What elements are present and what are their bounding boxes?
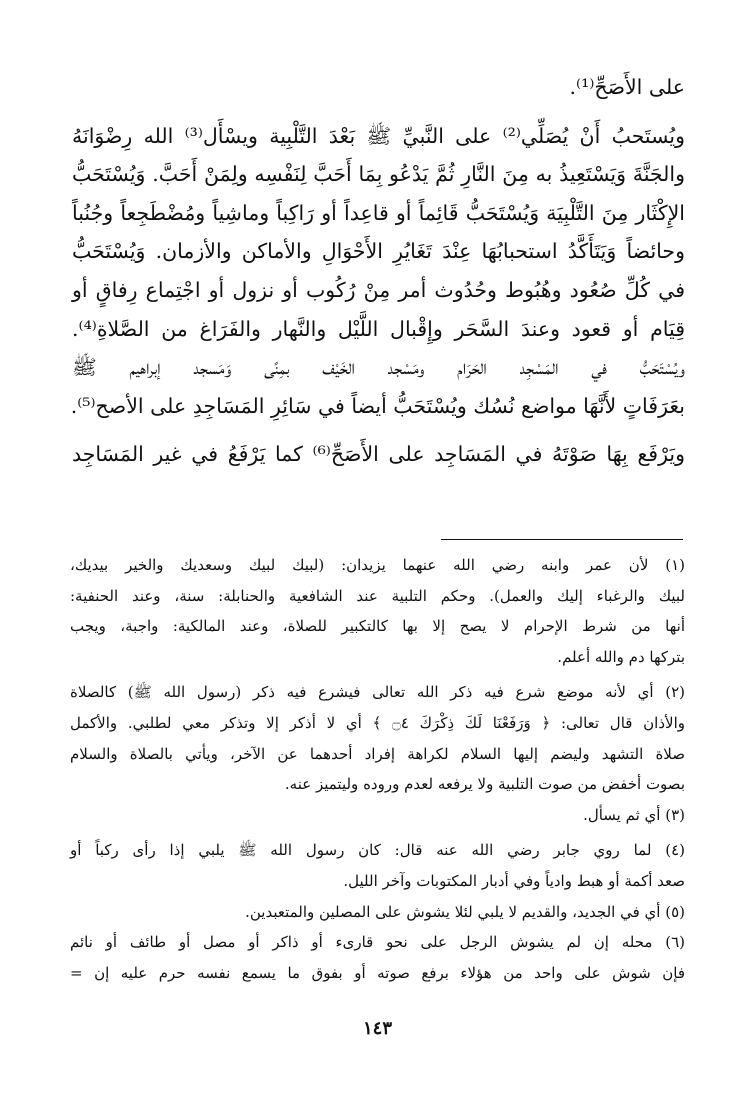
footnote-line: صلاة التشهد وليضم إليها السلام لكراهة إفراد أحدهما عن الآخر، ويأتي بالصلاة والسلام [70,744,685,763]
main-text-line: ويُستَحبُ أَنْ يُصَلِّي⁽²⁾ على النَّبيِّ ﷺ بَعْدَ التَّلْبِية ويسْأَل⁽³⁾ الله رِضْوَانَهُ [72,123,686,148]
footnote-line: (٥) أي في الجديد، والقديم لا يلبي لئلا يشوش على المصلين والمتعبدين. [245,902,685,921]
footnote-line: (٤) لما روي جابر رضي الله عنه قال: كان رسول الله ﷺ يلبي إذا رأى ركباً أو [70,841,685,860]
main-text-line: الإِكْثَار مِنَ التَّلْبِيَة وَيُسْتَحَبُّ قَائِماً أو قاعِداً أو رَاكِباً وماشِياً ومُضْطَجِعاً وجُنُباً [72,200,685,225]
footnote-line: فإن شوش على واحد من هؤلاء برفع صوته أو بفوق ما يسمع نفسه حرم عليه إن = [70,963,685,982]
footnote-line: (٢) أي لأنه موضع شرع فيه ذكر الله تعالى فيشرع فيه ذكر (رسول الله ﷺ) كالصلاة [70,683,685,702]
main-text-line: والجَنَّةَ وَيَسْتَعِيذُ به مِنَ النَّارِ ثُمَّ يَدْعُو بِمَا أَحَبَّ لِنَفْسِه ولِمَنْ أَحَبَّ. وَيُسْتَحَبُّ [72,162,685,187]
main-text [72,68,685,474]
paragraph-gap [72,107,685,117]
page-number: ١٤٣ [362,1018,392,1039]
main-text-line: وحائضاً وَيَتَأَكَّدُ استحبابُهَا عِنْدَ تَغَايُرِ الأَحْوَالِ والأماكن والأزمان. وَيُسْتَحَبُّ [72,239,685,264]
footnote-line: (١) لأن عمر وابنه رضي الله عنهما يزيدان: (لبيك لبيك وسعديك والخير بيديك، [70,556,685,574]
footnote-line: (٦) محله إن لم يشوش الرجل على نحو قارىء أو ذاكر أو مصل أو طائف أو نائم [70,933,685,952]
footnote-line: بصوت أخفض من صوت التلبية ولا يرفعه لعدم وروده وليتميز عنه. [284,775,685,794]
footnote-6 [70,927,685,988]
main-text-line: بعَرَفَاتٍ لأَنَّهَا مواضع نُسُك ويُسْتَحَبُّ أيضاً في سَائِرِ المَسَاجِدِ على الأصح⁽⁵⁾. [70,393,685,418]
main-text-line: في كُلِّ صُعُود وهُبُوط وحُدُوث أمر مِنْ رُكُوب أو نزول أو اجْتِماع رِفاقٍ أو [72,277,685,302]
footnote-line: بتركها دم والله أعلم. [557,647,685,666]
main-text-line: على الأَصَحِّ⁽¹⁾. [569,75,685,99]
main-text-line: قِيَام أو قعود وعندَ السَّحَر وإِقْبال اللَّيْل والنَّهار والفَرَاغ من الصَّلاةِ⁽⁴⁾. [72,316,685,341]
footnote-line: صعد أكمة أو هبط وادياً وفي أدبار المكتوبات وآخر الليل. [343,871,685,890]
footnote-3 [70,800,685,831]
footnote-line: والأذان قال تعالى: ﴿ وَرَفَعْنَا لَكَ ذِكْرَكَ ۝٤ ﴾ أي لا أذكر إلا وتذكر معي لطلبي. والأكمل [70,713,685,732]
footnote-line: أنها من شرط الإحرام لا يصح إلا بها كالتكبير للصلاة، وعند المالكية: واجبة، ويجب [70,617,685,636]
footnote-line: (٣) أي ثم يسأل. [583,805,685,824]
main-text-line: ويُسْتَحَبُّ في المَسْجِد الحَرَام ومَسْجد الخَيْف بمِنًى وَمَسجد إبراهيم ﷺ [72,355,685,380]
footnote-line: لبيك والرغباء إليك والعمل). وحكم التلبية عند الشافعية والحنابلة: سنة، وعند الحنفية: [70,586,685,605]
footnote-divider [441,539,683,540]
footnotes [70,550,685,988]
footnote-4 [70,835,685,896]
main-text-line: ويَرْفَع بِهَا صَوْتَهُ في المَسَاجِد على الأَصَحِّ⁽⁶⁾ كما يَرْفَعُ في غير المَسَاجِد [72,442,685,467]
footnote-2 [70,677,685,799]
paragraph-gap [72,425,685,435]
footnote-1 [70,550,685,672]
footnote-5 [70,897,685,928]
